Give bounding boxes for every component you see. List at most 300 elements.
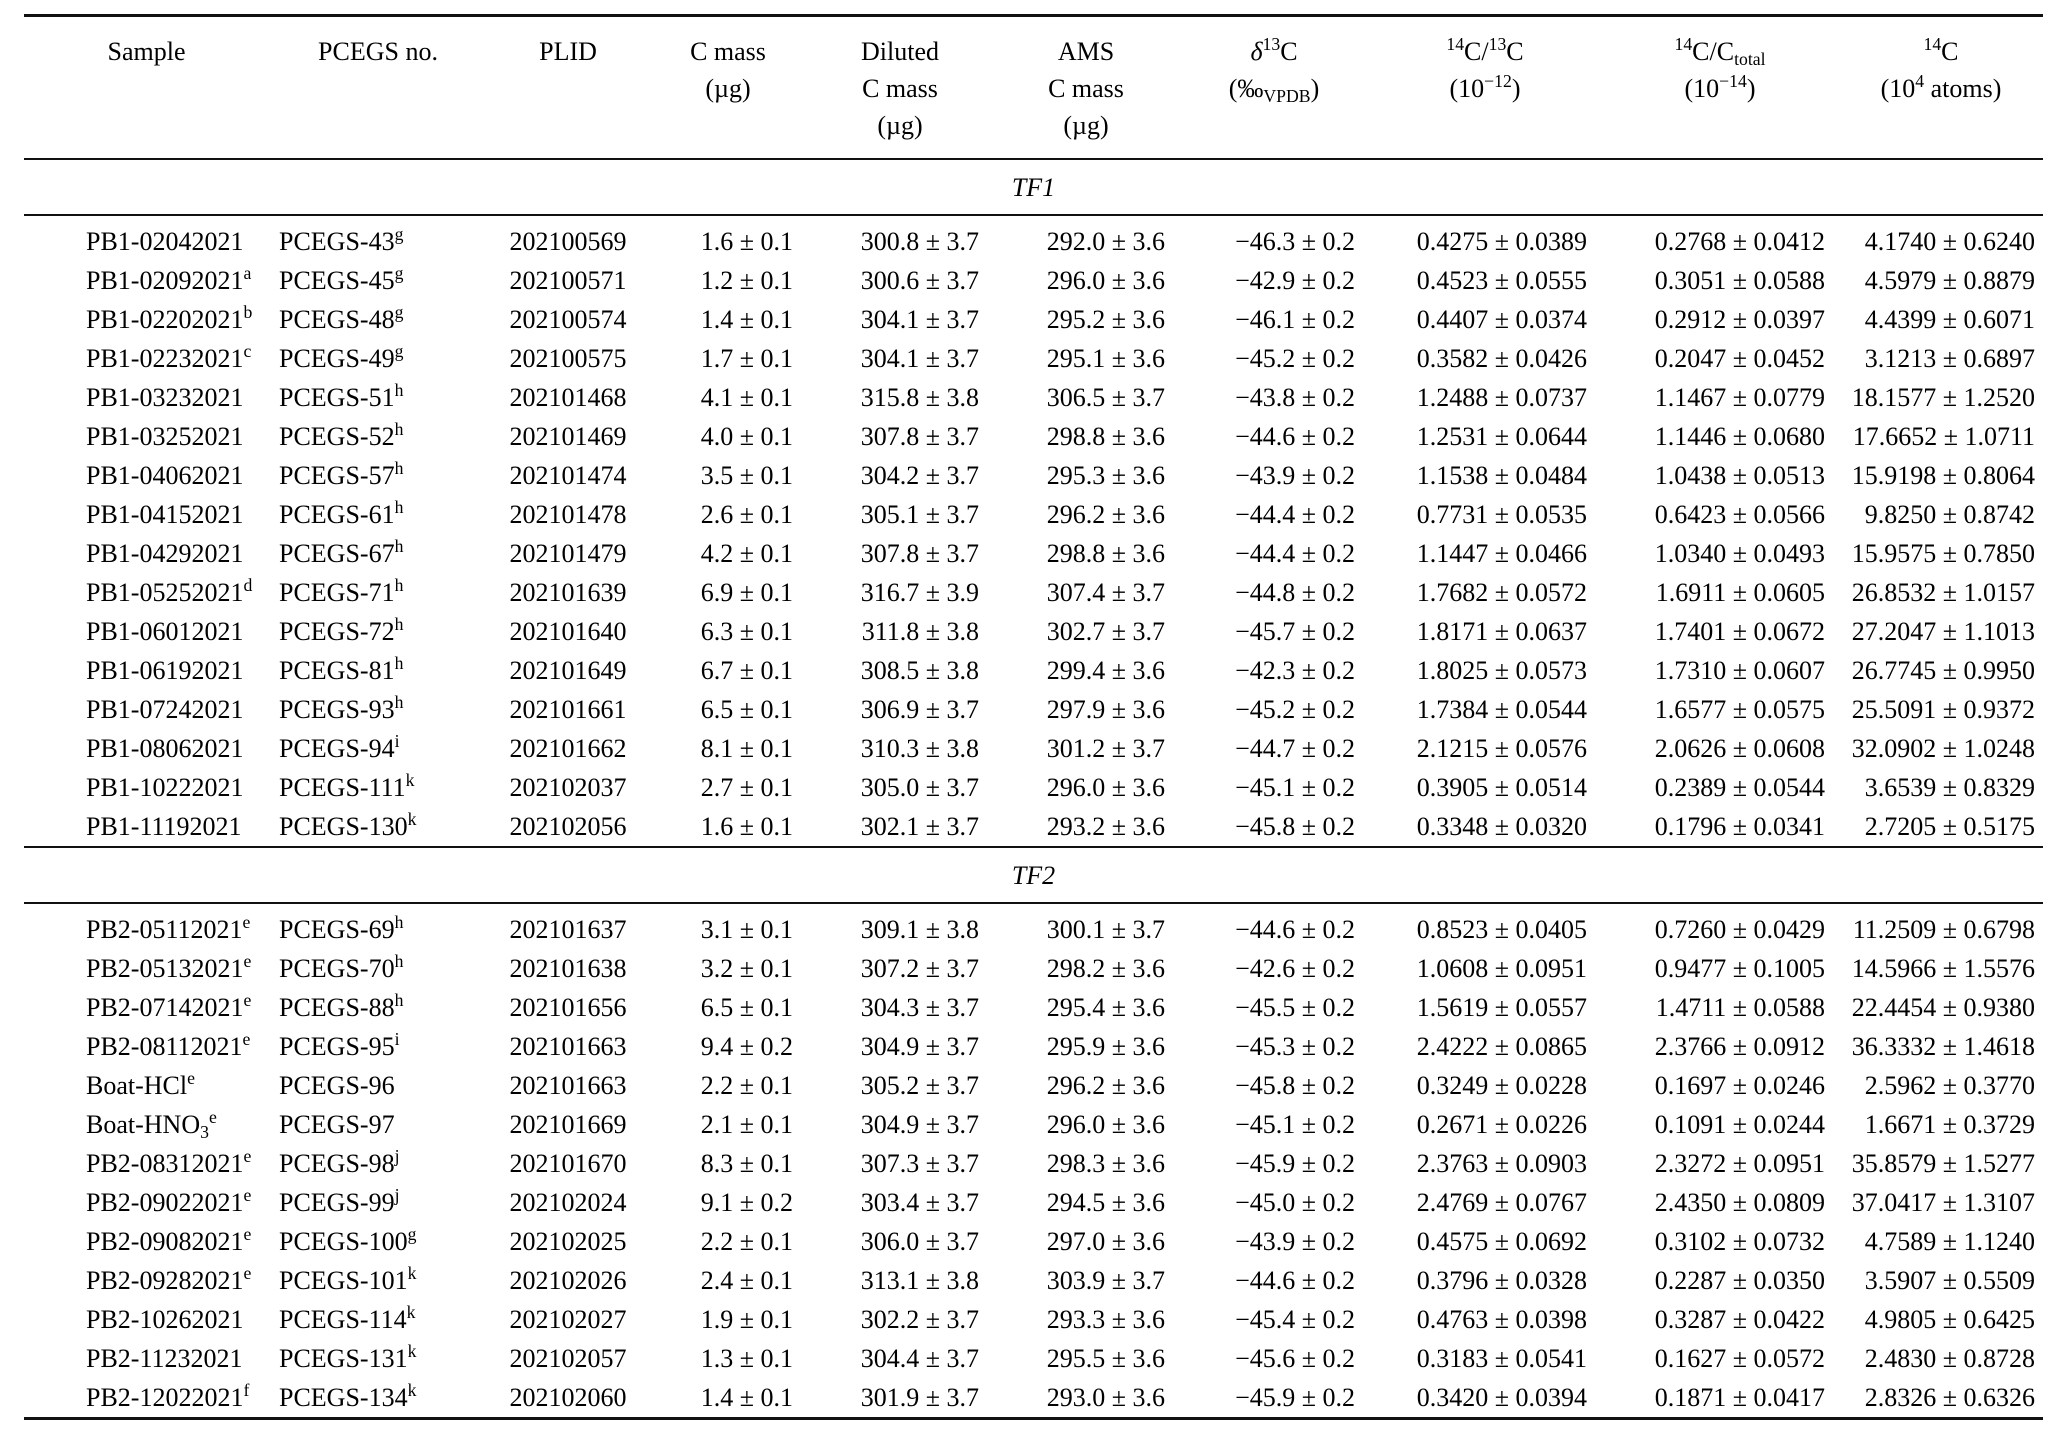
table-row [24,690,2043,729]
cell-d13c: −44.6 ± 0.2 [1235,422,1355,451]
cell-pcegs: PCEGS-57$^h$ [279,458,404,490]
col-header-pcegs: PCEGS no. [269,16,487,160]
cell-diluted_c_mass: 304.9 ± 3.7 [860,1110,979,1139]
cell-pcegs: PCEGS-97 [279,1110,395,1139]
cell-c14_c13: 2.1215 ± 0.0576 [1416,734,1587,763]
cell-c14_c13: 0.4407 ± 0.0374 [1416,305,1587,334]
table-row [24,339,2043,378]
cell-ams_c_mass: 295.1 ± 3.6 [1046,344,1165,373]
table-row [24,1300,2043,1339]
cell-c14_c13: 0.8523 ± 0.0405 [1416,915,1587,944]
table-row [24,495,2043,534]
cell-c14_c13: 0.4763 ± 0.0398 [1416,1305,1587,1334]
cell-c_mass: 2.4 ± 0.1 [700,1266,793,1295]
cell-plid: 202101663 [509,1071,627,1100]
cell-pcegs: PCEGS-70$^h$ [279,951,404,983]
cell-c14_ctotal: 0.1796 ± 0.0341 [1654,812,1825,841]
cell-ams_c_mass: 298.8 ± 3.6 [1046,539,1165,568]
cell-c14_ctotal: 1.6577 ± 0.0575 [1654,695,1825,724]
cell-c14: 2.5962 ± 0.3770 [1864,1071,2035,1100]
cell-c14_c13: 0.2671 ± 0.0226 [1416,1110,1587,1139]
cell-sample: PB1-04062021 [86,461,244,490]
cell-diluted_c_mass: 304.9 ± 3.7 [860,1032,979,1061]
cell-pcegs: PCEGS-67$^h$ [279,536,404,568]
cell-c14_ctotal: 1.4711 ± 0.0588 [1655,993,1825,1022]
table-row [24,988,2043,1027]
cell-d13c: −45.2 ± 0.2 [1235,695,1355,724]
cell-pcegs: PCEGS-111$^k$ [279,770,415,802]
cell-sample: PB1-02202021$^b$ [86,302,253,334]
cell-c14_c13: 1.8171 ± 0.0637 [1416,617,1587,646]
cell-d13c: −44.8 ± 0.2 [1235,578,1355,607]
cell-c14: 3.6539 ± 0.8329 [1864,773,2035,802]
cell-c14: 14.5966 ± 1.5576 [1851,954,2035,983]
cell-c14: 2.4830 ± 0.8728 [1864,1344,2035,1373]
cell-pcegs: PCEGS-94$^i$ [279,731,400,763]
cell-pcegs: PCEGS-88$^h$ [279,990,404,1022]
cell-pcegs: PCEGS-51$^h$ [279,380,404,412]
cell-c14_c13: 0.3905 ± 0.0514 [1416,773,1587,802]
cell-c14_c13: 0.3348 ± 0.0320 [1416,812,1587,841]
table-row [24,534,2043,573]
cell-diluted_c_mass: 304.1 ± 3.7 [860,344,979,373]
cell-c_mass: 1.2 ± 0.1 [700,266,793,295]
cell-diluted_c_mass: 316.7 ± 3.9 [860,578,979,607]
cell-pcegs: PCEGS-130$^k$ [279,809,417,841]
cell-plid: 202102037 [509,773,627,802]
cell-plid: 202101474 [509,461,627,490]
cell-diluted_c_mass: 304.2 ± 3.7 [860,461,979,490]
col-header-c14_ctotal: $^{14}C/C_{total}$ $(10^{-14})$ [1601,16,1839,160]
cell-plid: 202102025 [509,1227,627,1256]
cell-d13c: −45.1 ± 0.2 [1235,773,1355,802]
table-row [24,1144,2043,1183]
cell-c14: 36.3332 ± 1.4618 [1851,1032,2035,1061]
table-row [24,1222,2043,1261]
cell-c14_c13: 2.3763 ± 0.0903 [1416,1149,1587,1178]
section-row-tf2 [24,847,2043,903]
cell-c14: 26.8532 ± 1.0157 [1851,578,2035,607]
cell-ams_c_mass: 292.0 ± 3.6 [1046,227,1165,256]
table-row [24,417,2043,456]
cell-plid: 202102024 [509,1188,627,1217]
cell-sample: PB2-07142021e [86,990,252,1022]
cell-sample: PB1-10222021 [86,773,244,802]
cell-sample: PB1-02232021$^c$ [86,341,252,373]
cell-sample: PB1-03252021 [86,422,244,451]
cell-sample: PB1-04292021 [86,539,244,568]
cell-pcegs: PCEGS-99$^j$ [279,1185,400,1217]
cell-c14_c13: 1.1447 ± 0.0466 [1416,539,1587,568]
cell-d13c: −46.3 ± 0.2 [1235,227,1355,256]
cell-pcegs: PCEGS-98$^j$ [279,1146,400,1178]
cell-sample: PB1-06012021 [86,617,244,646]
cell-c_mass: 3.2 ± 0.1 [700,954,793,983]
cell-pcegs: PCEGS-114$^k$ [279,1302,416,1334]
cell-c14: 4.4399 ± 0.6071 [1864,305,2035,334]
cell-plid: 202101670 [509,1149,627,1178]
cell-sample: PB1-02042021 [86,227,244,256]
cell-plid: 202100574 [509,305,627,334]
cell-c14: 9.8250 ± 0.8742 [1864,500,2035,529]
cell-ams_c_mass: 296.0 ± 3.6 [1046,266,1165,295]
cell-sample: PB1-03232021 [86,383,244,412]
cell-pcegs: PCEGS-96 [279,1071,395,1100]
table-row [24,1378,2043,1419]
cell-sample: Boat-HCl$^e$ [86,1068,195,1100]
cell-plid: 202101649 [509,656,627,685]
cell-sample: PB1-05252021$^d$ [86,575,253,607]
cell-c_mass: 1.9 ± 0.1 [700,1305,793,1334]
cell-d13c: −42.3 ± 0.2 [1235,656,1355,685]
cell-diluted_c_mass: 300.6 ± 3.7 [860,266,979,295]
header-row [24,16,2043,160]
cell-c14_c13: 0.7731 ± 0.0535 [1416,500,1587,529]
cell-c14_c13: 2.4222 ± 0.0865 [1416,1032,1587,1061]
cell-c14_ctotal: 1.1467 ± 0.0779 [1654,383,1825,412]
cell-sample: PB1-02092021$^a$ [86,263,252,295]
cell-ams_c_mass: 306.5 ± 3.7 [1046,383,1165,412]
col-header-d13c: $\delta^{13}C$ $(‰_{VPDB})$ [1179,16,1369,160]
cell-ams_c_mass: 299.4 ± 3.6 [1046,656,1165,685]
table-row [24,261,2043,300]
cell-sample: PB2-12022021$^f$ [86,1380,250,1412]
cell-c14: 4.9805 ± 0.6425 [1864,1305,2035,1334]
cell-ams_c_mass: 296.0 ± 3.6 [1046,1110,1165,1139]
cell-sample: Boat-$HNO_3^e$ [86,1107,217,1142]
cell-plid: 202101640 [509,617,627,646]
cell-c_mass: 8.1 ± 0.1 [700,734,793,763]
cell-c_mass: 2.2 ± 0.1 [700,1071,793,1100]
col-header-c_mass: C mass (µg) [649,16,807,160]
cell-c14_c13: 2.4769 ± 0.0767 [1416,1188,1587,1217]
cell-plid: 202100575 [509,344,627,373]
cell-plid: 202102026 [509,1266,627,1295]
cell-d13c: −45.8 ± 0.2 [1235,1071,1355,1100]
cell-c14_c13: 0.4523 ± 0.0555 [1416,266,1587,295]
cell-plid: 202101478 [509,500,627,529]
cell-c14_c13: 1.7384 ± 0.0544 [1416,695,1587,724]
cell-ams_c_mass: 296.0 ± 3.6 [1046,773,1165,802]
section-row-tf1 [24,159,2043,215]
cell-d13c: −45.2 ± 0.2 [1235,344,1355,373]
table-row [24,807,2043,847]
table-row [24,1105,2043,1144]
col-header-ams_c_mass: AMS C mass (µg) [993,16,1179,160]
cell-c_mass: 2.2 ± 0.1 [700,1227,793,1256]
cell-c14: 2.8326 ± 0.6326 [1864,1383,2035,1412]
cell-c14_ctotal: 0.1091 ± 0.0244 [1654,1110,1825,1139]
cell-pcegs: PCEGS-43$^g$ [279,224,404,256]
cell-sample: PB2-09282021e [86,1263,252,1295]
cell-sample: PB2-09022021e [86,1185,252,1217]
cell-d13c: −45.9 ± 0.2 [1235,1149,1355,1178]
cell-pcegs: PCEGS-72$^h$ [279,614,404,646]
cell-pcegs: PCEGS-93$^h$ [279,692,404,724]
cell-diluted_c_mass: 305.2 ± 3.7 [860,1071,979,1100]
cell-sample: PB2-10262021 [86,1305,244,1334]
cell-diluted_c_mass: 307.3 ± 3.7 [860,1149,979,1178]
cell-ams_c_mass: 295.3 ± 3.6 [1046,461,1165,490]
table-row [24,1183,2043,1222]
col-header-c14_c13: $^{14}$C/$^{13}$C $(10^{-12})$ [1369,16,1601,160]
cell-c14: 11.2509 ± 0.6798 [1852,915,2035,944]
cell-sample: PB1-11192021 [86,812,242,841]
cell-c14: 4.1740 ± 0.6240 [1864,227,2035,256]
cell-c14_ctotal: 1.7310 ± 0.0607 [1654,656,1825,685]
cell-c14_ctotal: 0.1871 ± 0.0417 [1654,1383,1825,1412]
cell-plid: 202102060 [509,1383,627,1412]
cell-c14_c13: 0.3582 ± 0.0426 [1416,344,1587,373]
cell-c14_ctotal: 0.6423 ± 0.0566 [1654,500,1825,529]
cell-c_mass: 6.3 ± 0.1 [700,617,793,646]
table-header [24,16,2043,160]
cell-c14_c13: 1.1538 ± 0.0484 [1416,461,1587,490]
cell-ams_c_mass: 293.0 ± 3.6 [1046,1383,1165,1412]
cell-d13c: −44.6 ± 0.2 [1235,1266,1355,1295]
cell-sample: PB1-06192021 [86,656,244,685]
cell-plid: 202101663 [509,1032,627,1061]
cell-sample: PB2-08312021e [86,1146,252,1178]
cell-c14: 26.7745 ± 0.9950 [1851,656,2035,685]
cell-c_mass: 1.3 ± 0.1 [700,1344,793,1373]
cell-diluted_c_mass: 301.9 ± 3.7 [860,1383,979,1412]
cell-diluted_c_mass: 308.5 ± 3.8 [860,656,979,685]
cell-c14: 3.5907 ± 0.5509 [1864,1266,2035,1295]
cell-c14: 18.1577 ± 1.2520 [1851,383,2035,412]
cell-c14_c13: 1.0608 ± 0.0951 [1416,954,1587,983]
cell-c_mass: 1.4 ± 0.1 [700,1383,793,1412]
col-header-plid: PLID [487,16,649,160]
table-row [24,1027,2043,1066]
table-body [24,159,2043,1419]
cell-c14_ctotal: 0.2047 ± 0.0452 [1654,344,1825,373]
cell-c_mass: 3.5 ± 0.1 [700,461,793,490]
cell-c14_c13: 1.7682 ± 0.0572 [1416,578,1587,607]
table-row [24,612,2043,651]
cell-d13c: −43.9 ± 0.2 [1235,1227,1355,1256]
cell-d13c: −43.8 ± 0.2 [1235,383,1355,412]
cell-diluted_c_mass: 315.8 ± 3.8 [860,383,979,412]
cell-diluted_c_mass: 300.8 ± 3.7 [860,227,979,256]
cell-c14_ctotal: 0.7260 ± 0.0429 [1654,915,1825,944]
cell-c14: 2.7205 ± 0.5175 [1864,812,2035,841]
cell-plid: 202101669 [509,1110,627,1139]
cell-ams_c_mass: 298.3 ± 3.6 [1046,1149,1165,1178]
cell-sample: PB2-05112021e [86,912,251,944]
cell-ams_c_mass: 293.3 ± 3.6 [1046,1305,1165,1334]
cell-c14_ctotal: 0.2389 ± 0.0544 [1654,773,1825,802]
cell-c14_c13: 1.2531 ± 0.0644 [1416,422,1587,451]
cell-plid: 202102057 [509,1344,627,1373]
cell-c14_ctotal: 0.3102 ± 0.0732 [1654,1227,1825,1256]
cell-plid: 202101661 [509,695,627,724]
cell-c14: 17.6652 ± 1.0711 [1852,422,2035,451]
cell-sample: PB2-11232021 [86,1344,243,1373]
section-label: TF2 [24,847,2043,903]
cell-sample: PB1-08062021 [86,734,244,763]
cell-c14_ctotal: 0.2912 ± 0.0397 [1654,305,1825,334]
cell-c14_ctotal: 2.3766 ± 0.0912 [1654,1032,1825,1061]
cell-plid: 202101468 [509,383,627,412]
cell-diluted_c_mass: 307.8 ± 3.7 [860,422,979,451]
cell-c14_ctotal: 0.9477 ± 0.1005 [1654,954,1825,983]
cell-ams_c_mass: 295.9 ± 3.6 [1046,1032,1165,1061]
cell-d13c: −45.1 ± 0.2 [1235,1110,1355,1139]
cell-ams_c_mass: 296.2 ± 3.6 [1046,500,1165,529]
cell-sample: PB2-05132021e [86,951,252,983]
cell-d13c: −45.8 ± 0.2 [1235,812,1355,841]
cell-c14: 4.5979 ± 0.8879 [1864,266,2035,295]
cell-diluted_c_mass: 306.0 ± 3.7 [860,1227,979,1256]
cell-c14_c13: 0.4575 ± 0.0692 [1416,1227,1587,1256]
cell-c_mass: 6.7 ± 0.1 [700,656,793,685]
cell-pcegs: PCEGS-71$^h$ [279,575,404,607]
cell-ams_c_mass: 302.7 ± 3.7 [1046,617,1165,646]
cell-pcegs: PCEGS-100$^g$ [279,1224,417,1256]
cell-diluted_c_mass: 304.3 ± 3.7 [860,993,979,1022]
table-row [24,215,2043,261]
cell-ams_c_mass: 298.8 ± 3.6 [1046,422,1165,451]
cell-diluted_c_mass: 302.1 ± 3.7 [860,812,979,841]
cell-diluted_c_mass: 309.1 ± 3.8 [860,915,979,944]
cell-c_mass: 9.1 ± 0.2 [700,1188,793,1217]
cell-sample: PB2-08112021e [86,1029,251,1061]
cell-c14: 32.0902 ± 1.0248 [1851,734,2035,763]
cell-c14_c13: 1.2488 ± 0.0737 [1416,383,1587,412]
cell-sample: PB2-09082021e [86,1224,252,1256]
cell-pcegs: PCEGS-61$^h$ [279,497,404,529]
cell-plid: 202101638 [509,954,627,983]
cell-diluted_c_mass: 307.2 ± 3.7 [860,954,979,983]
cell-c14_ctotal: 1.6911 ± 0.0605 [1655,578,1825,607]
cell-diluted_c_mass: 305.0 ± 3.7 [860,773,979,802]
table-row [24,1339,2043,1378]
cell-ams_c_mass: 295.2 ± 3.6 [1046,305,1165,334]
cell-plid: 202100571 [509,266,627,295]
cell-c14: 1.6671 ± 0.3729 [1864,1110,2035,1139]
cell-ams_c_mass: 303.9 ± 3.7 [1046,1266,1165,1295]
cell-d13c: −45.3 ± 0.2 [1235,1032,1355,1061]
cell-c14_c13: 0.3183 ± 0.0541 [1416,1344,1587,1373]
cell-c_mass: 1.6 ± 0.1 [700,227,793,256]
cell-c_mass: 1.6 ± 0.1 [700,812,793,841]
cell-d13c: −44.4 ± 0.2 [1235,539,1355,568]
cell-plid: 202101479 [509,539,627,568]
cell-c14_c13: 0.4275 ± 0.0389 [1416,227,1587,256]
cell-plid: 202101656 [509,993,627,1022]
cell-pcegs: PCEGS-81$^h$ [279,653,404,685]
cell-c14_ctotal: 0.3287 ± 0.0422 [1654,1305,1825,1334]
cell-sample: PB1-07242021 [86,695,244,724]
cell-diluted_c_mass: 313.1 ± 3.8 [860,1266,979,1295]
cell-d13c: −45.7 ± 0.2 [1235,617,1355,646]
cell-pcegs: PCEGS-131$^k$ [279,1341,417,1373]
cell-c14: 15.9198 ± 0.8064 [1851,461,2035,490]
cell-c14_c13: 0.3796 ± 0.0328 [1416,1266,1587,1295]
cell-ams_c_mass: 301.2 ± 3.7 [1046,734,1165,763]
cell-plid: 202101637 [509,915,627,944]
cell-plid: 202102056 [509,812,627,841]
cell-c14_c13: 1.5619 ± 0.0557 [1416,993,1587,1022]
cell-c_mass: 1.7 ± 0.1 [700,344,793,373]
cell-c_mass: 6.9 ± 0.1 [700,578,793,607]
cell-c14_ctotal: 2.3272 ± 0.0951 [1654,1149,1825,1178]
cell-ams_c_mass: 296.2 ± 3.6 [1046,1071,1165,1100]
cell-c14_ctotal: 0.3051 ± 0.0588 [1654,266,1825,295]
cell-pcegs: PCEGS-134$^k$ [279,1380,417,1412]
cell-c_mass: 4.1 ± 0.1 [700,383,793,412]
cell-d13c: −45.6 ± 0.2 [1235,1344,1355,1373]
cell-pcegs: PCEGS-52$^h$ [279,419,404,451]
cell-diluted_c_mass: 304.1 ± 3.7 [860,305,979,334]
cell-c_mass: 6.5 ± 0.1 [700,695,793,724]
cell-c14: 3.1213 ± 0.6897 [1864,344,2035,373]
cell-d13c: −45.4 ± 0.2 [1235,1305,1355,1334]
cell-d13c: −42.9 ± 0.2 [1235,266,1355,295]
cell-c14: 25.5091 ± 0.9372 [1851,695,2035,724]
cell-c14_c13: 0.3420 ± 0.0394 [1416,1383,1587,1412]
cell-c_mass: 2.7 ± 0.1 [700,773,793,802]
cell-diluted_c_mass: 304.4 ± 3.7 [860,1344,979,1373]
cell-c14_ctotal: 1.1446 ± 0.0680 [1654,422,1825,451]
cell-c14_ctotal: 1.7401 ± 0.0672 [1654,617,1825,646]
cell-diluted_c_mass: 305.1 ± 3.7 [860,500,979,529]
cell-d13c: −42.6 ± 0.2 [1235,954,1355,983]
cell-plid: 202102027 [509,1305,627,1334]
table-row [24,651,2043,690]
table-row [24,456,2043,495]
cell-d13c: −44.4 ± 0.2 [1235,500,1355,529]
cell-c_mass: 9.4 ± 0.2 [700,1032,793,1061]
col-header-sample: Sample [24,16,269,160]
cell-plid: 202101469 [509,422,627,451]
cell-pcegs: PCEGS-48$^g$ [279,302,404,334]
section-label: TF1 [24,159,2043,215]
cell-c_mass: 8.3 ± 0.1 [700,1149,793,1178]
cell-diluted_c_mass: 310.3 ± 3.8 [860,734,979,763]
cell-diluted_c_mass: 302.2 ± 3.7 [860,1305,979,1334]
cell-pcegs: PCEGS-69$^h$ [279,912,404,944]
table-row [24,378,2043,417]
cell-d13c: −45.0 ± 0.2 [1235,1188,1355,1217]
cell-c14_ctotal: 0.2287 ± 0.0350 [1654,1266,1825,1295]
cell-c14_ctotal: 2.0626 ± 0.0608 [1654,734,1825,763]
table-row [24,768,2043,807]
cell-c_mass: 2.6 ± 0.1 [700,500,793,529]
cell-c14_ctotal: 2.4350 ± 0.0809 [1654,1188,1825,1217]
cell-c14: 27.2047 ± 1.1013 [1851,617,2035,646]
cell-c_mass: 3.1 ± 0.1 [700,915,793,944]
table-row [24,1261,2043,1300]
table-row [24,573,2043,612]
cell-diluted_c_mass: 307.8 ± 3.7 [860,539,979,568]
cell-sample: PB1-04152021 [86,500,244,529]
cell-pcegs: PCEGS-45$^g$ [279,263,404,295]
cell-c14: 4.7589 ± 1.1240 [1864,1227,2035,1256]
cell-c_mass: 1.4 ± 0.1 [700,305,793,334]
cell-plid: 202100569 [509,227,627,256]
cell-ams_c_mass: 307.4 ± 3.7 [1046,578,1165,607]
cell-c14_ctotal: 0.1627 ± 0.0572 [1654,1344,1825,1373]
cell-d13c: −46.1 ± 0.2 [1235,305,1355,334]
cell-ams_c_mass: 297.0 ± 3.6 [1046,1227,1165,1256]
cell-ams_c_mass: 293.2 ± 3.6 [1046,812,1165,841]
cell-c14_c13: 1.8025 ± 0.0573 [1416,656,1587,685]
cell-c14_ctotal: 0.2768 ± 0.0412 [1654,227,1825,256]
measurements-table [24,14,2043,1420]
cell-ams_c_mass: 295.5 ± 3.6 [1046,1344,1165,1373]
